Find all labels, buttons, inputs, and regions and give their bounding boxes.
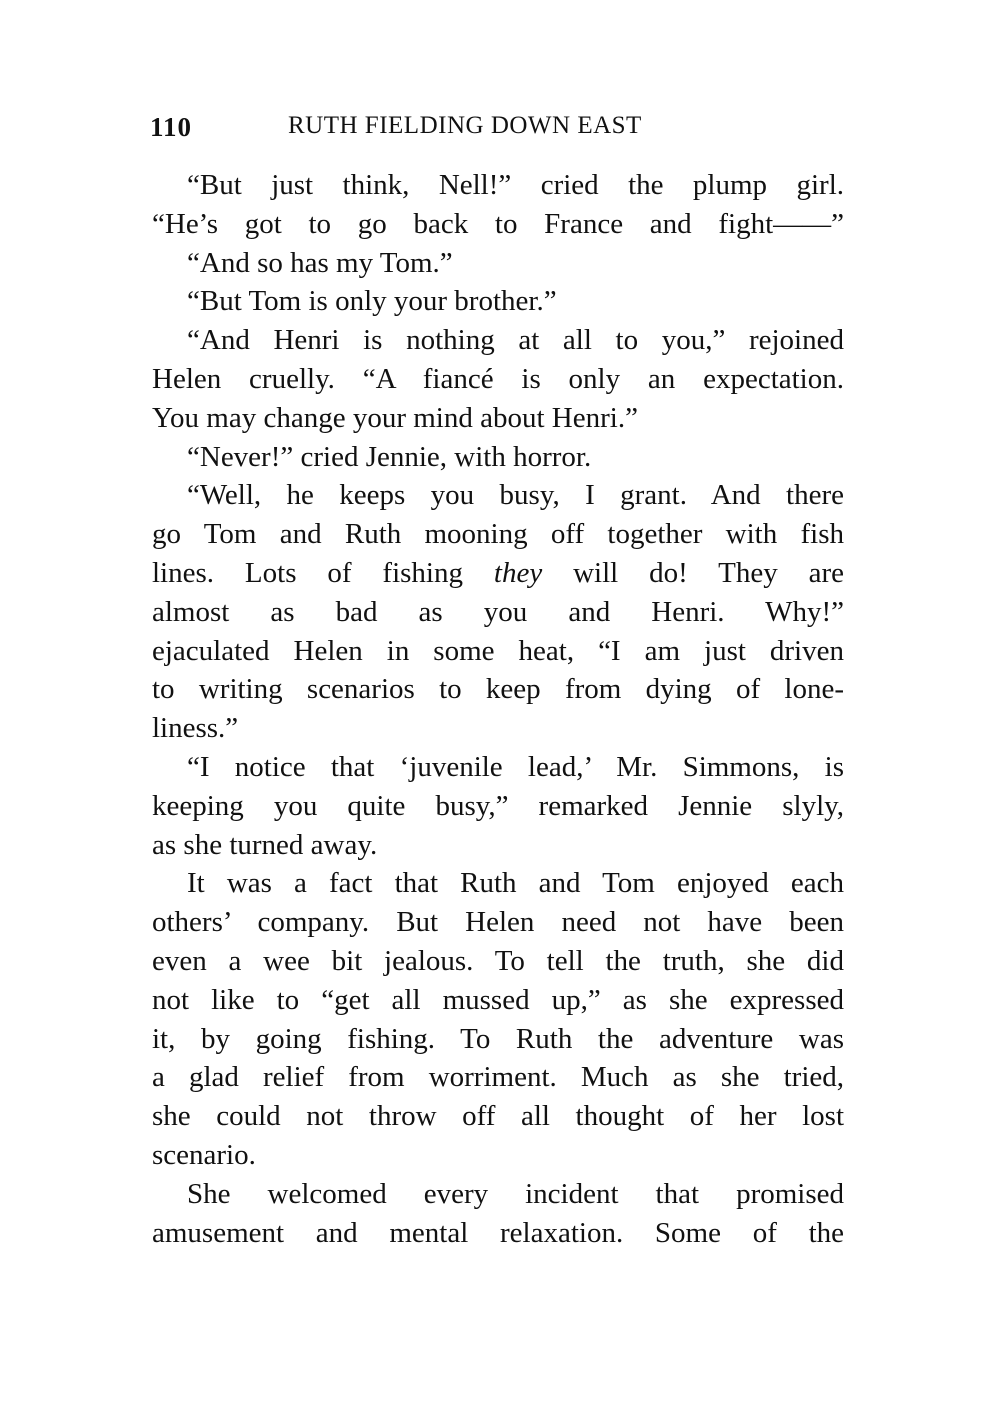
italic-word: they bbox=[493, 556, 543, 589]
text-line: “He’s got to go back to France and fight——” bbox=[152, 207, 844, 240]
text-line: ejaculated Helen in some heat, “I am just driven bbox=[152, 634, 844, 667]
page-header bbox=[150, 112, 850, 148]
text-line: Helen cruelly. “A fiancé is only an expectation. bbox=[152, 362, 844, 395]
text-line: liness.” bbox=[152, 712, 239, 745]
text-line: go Tom and Ruth mooning off together with fish bbox=[152, 518, 844, 551]
text-line: not like to “get all mussed up,” as she expressed bbox=[152, 983, 844, 1016]
running-title: RUTH FIELDING DOWN EAST bbox=[288, 112, 642, 139]
page-number: 110 bbox=[150, 112, 193, 142]
text-line-with-italic bbox=[152, 554, 844, 593]
text-line: it, by going fishing. To Ruth the adventure was bbox=[152, 1022, 844, 1055]
text-segment: will do! They are bbox=[573, 556, 845, 589]
text-line: You may change your mind about Henri.” bbox=[152, 401, 638, 434]
body-text bbox=[152, 166, 844, 1252]
text-line: “Never!” cried Jennie, with horror. bbox=[187, 440, 592, 473]
text-line: She welcomed every incident that promised bbox=[187, 1177, 844, 1210]
text-line: “Well, he keeps you busy, I grant. And there bbox=[187, 479, 844, 512]
text-line: to writing scenarios to keep from dying of lone- bbox=[152, 673, 844, 706]
text-line: “And so has my Tom.” bbox=[187, 246, 453, 279]
text-line: keeping you quite busy,” remarked Jennie slyly, bbox=[152, 789, 844, 822]
text-line: “But just think, Nell!” cried the plump girl. bbox=[187, 169, 844, 201]
text-line: she could not throw off all thought of her lost bbox=[152, 1100, 844, 1133]
text-line: “And Henri is nothing at all to you,” rejoined bbox=[187, 324, 844, 357]
text-line: others’ company. But Helen need not have been bbox=[152, 906, 844, 939]
text-line: a glad relief from worriment. Much as she tried, bbox=[152, 1061, 844, 1094]
text-line: scenario. bbox=[152, 1138, 256, 1171]
text-line: “I notice that ‘juvenile lead,’ Mr. Simmons, is bbox=[187, 750, 844, 783]
text-line: almost as bad as you and Henri. Why!” bbox=[152, 595, 844, 628]
text-line: “But Tom is only your brother.” bbox=[187, 285, 557, 318]
text-line: It was a fact that Ruth and Tom enjoyed each bbox=[187, 867, 844, 900]
text-line: even a wee bit jealous. To tell the truth, she did bbox=[152, 944, 844, 977]
text-line: as she turned away. bbox=[152, 828, 378, 861]
text-segment: lines. Lots of fishing bbox=[152, 556, 463, 589]
text-line: amusement and mental relaxation. Some of the bbox=[152, 1216, 844, 1249]
